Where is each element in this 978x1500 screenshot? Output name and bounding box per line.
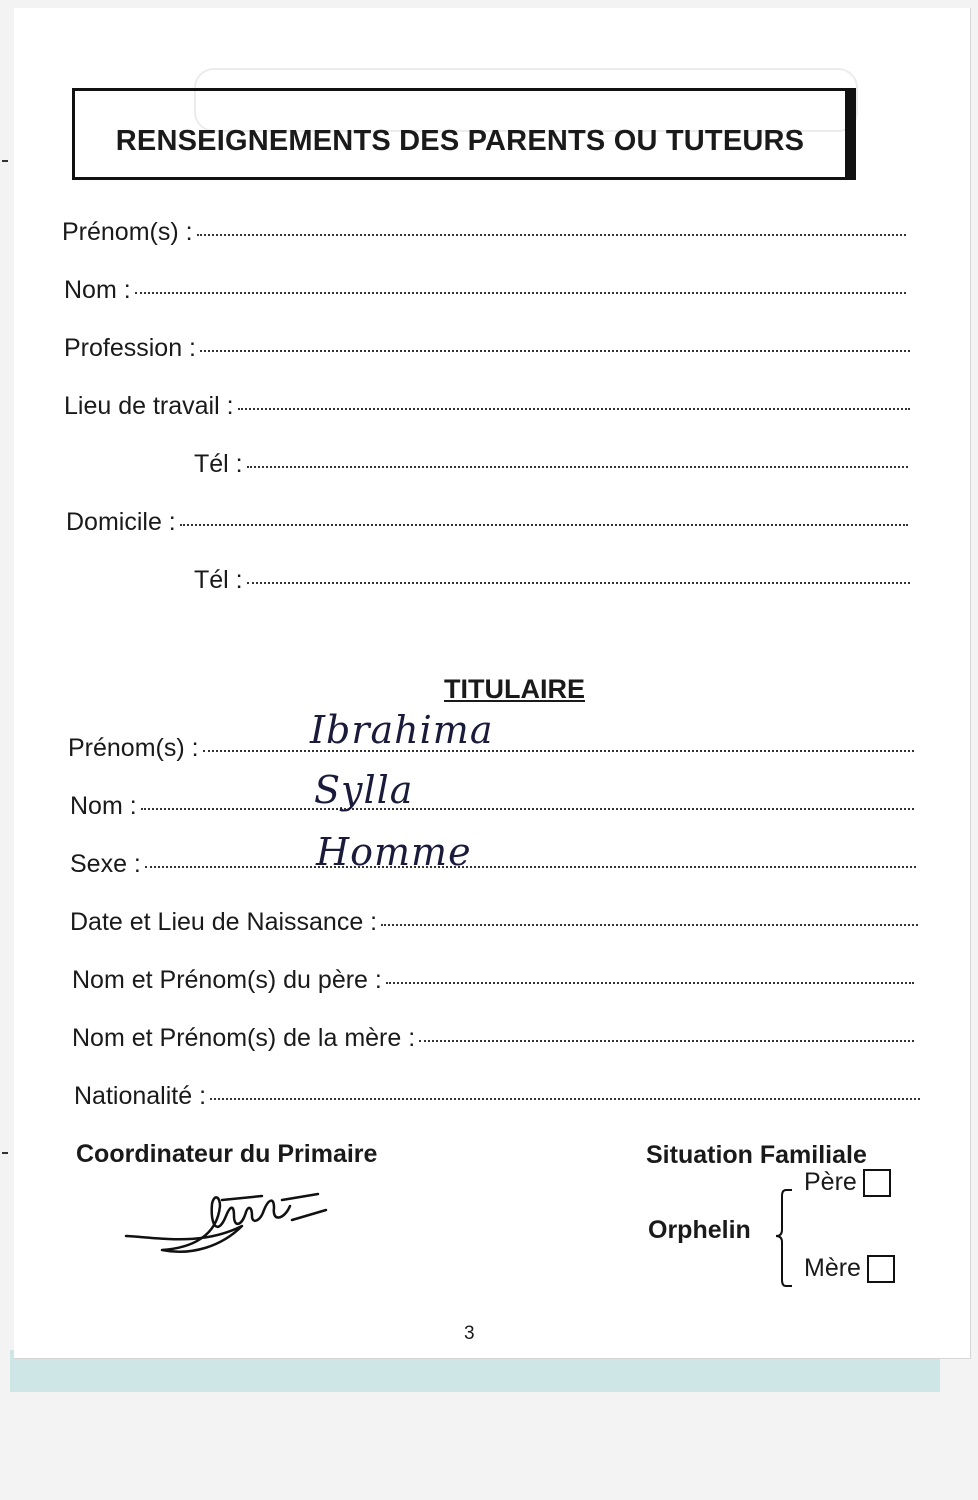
field-label: Prénom(s) : — [68, 734, 199, 762]
parent-tel-travail-field[interactable] — [194, 450, 908, 479]
dotted-line — [247, 465, 908, 468]
pere-checkbox[interactable] — [863, 1169, 891, 1197]
coordinateur-label: Coordinateur du Primaire — [76, 1140, 378, 1168]
dotted-line — [200, 349, 910, 352]
field-label: Profession : — [64, 334, 197, 362]
field-label: Nom : — [64, 276, 131, 304]
field-label: Sexe : — [70, 850, 141, 878]
field-label: Lieu de travail : — [64, 392, 234, 420]
mere-checkbox[interactable] — [867, 1255, 895, 1283]
dotted-line — [145, 865, 916, 868]
page-number: 3 — [464, 1323, 475, 1344]
field-label: Tél : — [194, 450, 243, 478]
dotted-line — [247, 581, 910, 584]
page-title: RENSEIGNEMENTS DES PARENTS OU TUTEURS — [115, 125, 805, 157]
field-label: Nom et Prénom(s) de la mère : — [72, 1024, 416, 1052]
titulaire-mere-field[interactable] — [72, 1024, 914, 1053]
field-label: Nom : — [70, 792, 137, 820]
dotted-line — [386, 981, 914, 984]
field-label: Nationalité : — [74, 1082, 207, 1110]
parent-domicile-field[interactable] — [66, 508, 908, 537]
dotted-line — [141, 807, 914, 810]
handwritten-sexe: Homme — [316, 830, 472, 874]
header-box — [72, 88, 848, 180]
dotted-line — [180, 523, 908, 526]
titulaire-naissance-field[interactable] — [70, 908, 918, 937]
option-label: Père — [804, 1168, 857, 1196]
dotted-line — [197, 233, 906, 236]
field-label: Date et Lieu de Naissance : — [70, 908, 378, 936]
dotted-line — [381, 923, 918, 926]
field-label: Prénom(s) : — [62, 218, 193, 246]
dotted-line — [210, 1097, 920, 1100]
signature — [122, 1176, 342, 1266]
parent-prenoms-field[interactable] — [62, 218, 906, 247]
field-label: Tél : — [194, 566, 243, 594]
dotted-line — [135, 291, 906, 294]
parent-nom-field[interactable] — [64, 276, 906, 305]
option-label: Mère — [804, 1254, 861, 1282]
titulaire-sexe-field[interactable] — [70, 850, 916, 879]
titulaire-nationalite-field[interactable] — [74, 1082, 920, 1111]
form-page — [14, 8, 971, 1359]
edge-mark — [2, 1152, 8, 1154]
dotted-line — [238, 407, 910, 410]
parent-lieu-travail-field[interactable] — [64, 392, 910, 421]
dotted-line — [419, 1039, 914, 1042]
titulaire-pere-field[interactable] — [72, 966, 914, 995]
parent-tel-domicile-field[interactable] — [194, 566, 910, 595]
orphelin-mere-option[interactable] — [804, 1254, 895, 1283]
orphelin-pere-option[interactable] — [804, 1168, 891, 1197]
section-title-titulaire: TITULAIRE — [444, 674, 585, 704]
handwritten-prenoms: Ibrahima — [310, 708, 494, 752]
orphelin-label: Orphelin — [648, 1216, 751, 1244]
parent-profession-field[interactable] — [64, 334, 910, 363]
situation-familiale-label: Situation Familiale — [646, 1141, 867, 1169]
field-label: Nom et Prénom(s) du père : — [72, 966, 382, 994]
edge-mark — [2, 160, 8, 162]
field-label: Domicile : — [66, 508, 176, 536]
titulaire-nom-field[interactable] — [70, 792, 914, 821]
handwritten-nom: Sylla — [314, 768, 414, 812]
